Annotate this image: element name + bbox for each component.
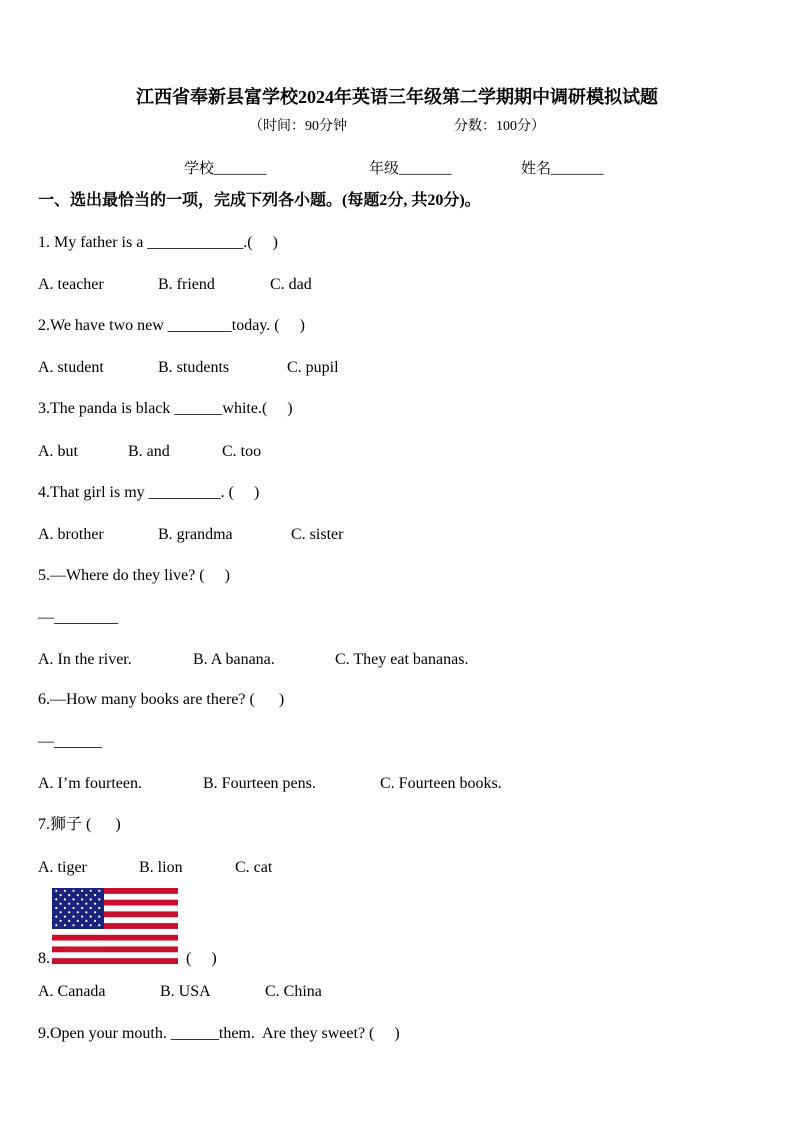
flag-stripe: [52, 952, 178, 958]
option-c: C. dad: [270, 276, 312, 293]
option-c: C. pupil: [287, 359, 339, 376]
question-stem: 2.We have two new ________today. ( ): [38, 317, 305, 334]
option-c: C. sister: [291, 526, 344, 543]
question-stem-prefix: 8.: [38, 950, 50, 967]
flag-star: [72, 907, 74, 909]
flag-star: [72, 898, 74, 900]
flag-star: [72, 924, 74, 926]
flag-star: [90, 890, 92, 892]
flag-stripe: [52, 941, 178, 947]
flag-star: [98, 898, 100, 900]
option-c: C. cat: [235, 859, 273, 876]
question-stem-suffix: ( ): [186, 950, 217, 967]
flag-star: [68, 920, 70, 922]
flag-star: [94, 903, 96, 905]
option-a: A. brother: [38, 526, 104, 543]
flag-star: [90, 898, 92, 900]
name-field: 姓名_______: [521, 161, 604, 177]
option-b: B. students: [158, 359, 230, 376]
flag-star: [77, 903, 79, 905]
flag-star: [60, 903, 62, 905]
flag-star: [94, 920, 96, 922]
option-b: B. friend: [158, 276, 215, 293]
option-c: C. Fourteen books.: [380, 775, 502, 792]
answer-line: —______: [38, 733, 102, 750]
grade-field: 年级_______: [369, 161, 452, 177]
question-stem: 3.The panda is black ______white.( ): [38, 400, 293, 417]
flag-star: [55, 890, 57, 892]
flag-star: [55, 924, 57, 926]
flag-star: [64, 890, 66, 892]
flag-stripe: [52, 958, 178, 964]
flag-star: [81, 898, 83, 900]
flag-star: [98, 924, 100, 926]
page-title: 江西省奉新县富学校2024年英语三年级第二学期期中调研模拟试题: [136, 87, 658, 107]
flag-star: [81, 924, 83, 926]
question-stem: 9.Open your mouth. ______them. Are they sweet? ( ): [38, 1025, 400, 1042]
flag-star: [68, 894, 70, 896]
question-stem: 5.—Where do they live? ( ): [38, 567, 230, 584]
option-a: A. student: [38, 359, 104, 376]
flag-star: [85, 903, 87, 905]
flag-star: [64, 916, 66, 918]
option-a: A. but: [38, 443, 78, 460]
exam-info: [0, 118, 794, 136]
option-a: A. teacher: [38, 276, 104, 293]
flag-star: [68, 911, 70, 913]
flag-stripe: [52, 946, 178, 952]
option-a: A. I’m fourteen.: [38, 775, 142, 792]
option-c: C. China: [265, 983, 322, 1000]
flag-star: [85, 920, 87, 922]
flag-star: [77, 920, 79, 922]
usa-flag-image: [52, 888, 178, 964]
flag-star: [98, 916, 100, 918]
flag-star: [60, 894, 62, 896]
flag-star: [55, 907, 57, 909]
question-stem: 1. My father is a ____________.( ): [38, 234, 278, 251]
question-stem: 6.—How many books are there? ( ): [38, 691, 285, 708]
option-a: A. tiger: [38, 859, 87, 876]
flag-star: [90, 907, 92, 909]
flag-star: [77, 911, 79, 913]
option-a: A. In the river.: [38, 651, 132, 668]
option-b: B. A banana.: [193, 651, 275, 668]
answer-line: —________: [38, 609, 118, 626]
flag-stripe: [52, 929, 178, 935]
option-b: B. Fourteen pens.: [203, 775, 316, 792]
flag-star: [64, 907, 66, 909]
option-b: B. USA: [160, 983, 211, 1000]
flag-star: [90, 924, 92, 926]
question-stem: 7.狮子 ( ): [38, 816, 121, 833]
flag-star: [85, 894, 87, 896]
option-a: A. Canada: [38, 983, 106, 1000]
option-b: B. and: [128, 443, 170, 460]
question-stem: 4.That girl is my _________. ( ): [38, 484, 260, 501]
flag-star: [81, 907, 83, 909]
flag-star: [64, 898, 66, 900]
flag-star: [60, 911, 62, 913]
flag-star: [81, 916, 83, 918]
flag-star: [98, 907, 100, 909]
flag-star: [68, 903, 70, 905]
flag-star: [81, 890, 83, 892]
option-c: C. too: [222, 443, 262, 460]
flag-star: [55, 916, 57, 918]
flag-star: [77, 894, 79, 896]
flag-star: [64, 924, 66, 926]
exam-score: 分数：100分）: [454, 119, 545, 134]
flag-star: [94, 911, 96, 913]
option-c: C. They eat bananas.: [335, 651, 469, 668]
question-options: [38, 858, 273, 938]
flag-star: [94, 894, 96, 896]
flag-star: [98, 890, 100, 892]
flag-star: [90, 916, 92, 918]
flag-stripe: [52, 935, 178, 941]
flag-star: [60, 920, 62, 922]
school-field: 学校_______: [184, 161, 267, 177]
flag-star: [85, 911, 87, 913]
option-b: B. grandma: [158, 526, 233, 543]
exam-time: （时间：90分钟: [249, 119, 347, 134]
flag-star: [72, 890, 74, 892]
section-heading: 一、选出最恰当的一项，完成下列各小题。(每题2分, 共20分)。: [38, 192, 481, 209]
option-b: B. lion: [139, 859, 183, 876]
flag-star: [72, 916, 74, 918]
flag-star: [55, 898, 57, 900]
